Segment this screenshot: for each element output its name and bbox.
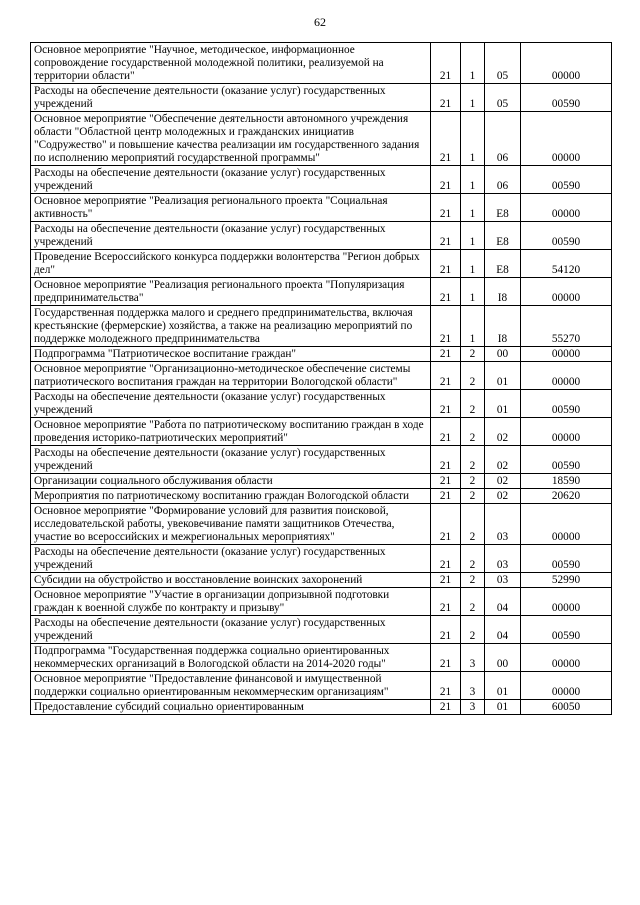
code-cell-1: 21 bbox=[431, 588, 461, 616]
code-cell-2: 2 bbox=[461, 418, 485, 446]
row-name-cell: Расходы на обеспечение деятельности (оказание услуг) государственных учреждений bbox=[31, 545, 431, 573]
code-cell-3: 01 bbox=[485, 390, 521, 418]
code-cell-4: 00000 bbox=[521, 278, 612, 306]
row-name-cell: Расходы на обеспечение деятельности (оказание услуг) государственных учреждений bbox=[31, 84, 431, 112]
table-row bbox=[31, 418, 612, 446]
code-cell-2: 1 bbox=[461, 166, 485, 194]
table-row bbox=[31, 278, 612, 306]
page-number: 62 bbox=[314, 15, 326, 29]
code-cell-1: 21 bbox=[431, 166, 461, 194]
code-cell-2: 2 bbox=[461, 616, 485, 644]
code-cell-1: 21 bbox=[431, 250, 461, 278]
code-cell-1: 21 bbox=[431, 390, 461, 418]
row-name-cell: Расходы на обеспечение деятельности (оказание услуг) государственных учреждений bbox=[31, 222, 431, 250]
table-row bbox=[31, 474, 612, 489]
row-name-cell: Подпрограмма "Государственная поддержка социально ориентированных некоммерческих организаций в Вологодской области на 2014-2020 годы" bbox=[31, 644, 431, 672]
code-cell-4: 00000 bbox=[521, 504, 612, 545]
row-name-cell: Основное мероприятие "Формирование условий для развития поисковой, исследовательской работы, увековечивание памяти защитников Отечества, участие во всероссийских и межрегиональных мероприятиях" bbox=[31, 504, 431, 545]
code-cell-4: 00590 bbox=[521, 545, 612, 573]
code-cell-3: I8 bbox=[485, 306, 521, 347]
code-cell-1: 21 bbox=[431, 278, 461, 306]
code-cell-4: 00590 bbox=[521, 446, 612, 474]
code-cell-3: 05 bbox=[485, 43, 521, 84]
code-cell-4: 00000 bbox=[521, 644, 612, 672]
code-cell-1: 21 bbox=[431, 222, 461, 250]
code-cell-1: 21 bbox=[431, 504, 461, 545]
code-cell-4: 00000 bbox=[521, 112, 612, 166]
code-cell-2: 1 bbox=[461, 250, 485, 278]
code-cell-1: 21 bbox=[431, 112, 461, 166]
table-row bbox=[31, 362, 612, 390]
code-cell-3: 02 bbox=[485, 489, 521, 504]
table-row bbox=[31, 504, 612, 545]
code-cell-3: 04 bbox=[485, 588, 521, 616]
row-name-cell: Расходы на обеспечение деятельности (оказание услуг) государственных учреждений bbox=[31, 616, 431, 644]
code-cell-2: 1 bbox=[461, 306, 485, 347]
code-cell-3: 05 bbox=[485, 84, 521, 112]
code-cell-2: 2 bbox=[461, 573, 485, 588]
code-cell-3: 01 bbox=[485, 362, 521, 390]
code-cell-4: 00590 bbox=[521, 222, 612, 250]
row-name-cell: Основное мероприятие "Предоставление финансовой и имущественной поддержки социально ориентированным некоммерческим организациям" bbox=[31, 672, 431, 700]
code-cell-3: 00 bbox=[485, 347, 521, 362]
code-cell-4: 00000 bbox=[521, 194, 612, 222]
row-name-cell: Расходы на обеспечение деятельности (оказание услуг) государственных учреждений bbox=[31, 446, 431, 474]
table-row bbox=[31, 644, 612, 672]
code-cell-3: 04 bbox=[485, 616, 521, 644]
row-name-cell: Основное мероприятие "Организационно-методическое обеспечение системы патриотического воспитания граждан на территории Вологодской области" bbox=[31, 362, 431, 390]
code-cell-3: 03 bbox=[485, 504, 521, 545]
code-cell-1: 21 bbox=[431, 474, 461, 489]
code-cell-2: 2 bbox=[461, 489, 485, 504]
table-row bbox=[31, 588, 612, 616]
row-name-cell: Основное мероприятие "Реализация регионального проекта "Социальная активность" bbox=[31, 194, 431, 222]
code-cell-1: 21 bbox=[431, 573, 461, 588]
code-cell-3: 00 bbox=[485, 644, 521, 672]
code-cell-4: 00000 bbox=[521, 347, 612, 362]
code-cell-1: 21 bbox=[431, 446, 461, 474]
row-name-cell: Проведение Всероссийского конкурса поддержки волонтерства "Регион добрых дел" bbox=[31, 250, 431, 278]
code-cell-1: 21 bbox=[431, 362, 461, 390]
row-name-cell: Основное мероприятие "Обеспечение деятельности автономного учреждения области "Областной центр молодежных и гражданских инициатив "Содружество" и повышение качества реализации им государственного задания по исполнению мероприятий государственной программы" bbox=[31, 112, 431, 166]
code-cell-2: 2 bbox=[461, 347, 485, 362]
code-cell-2: 2 bbox=[461, 504, 485, 545]
code-cell-3: E8 bbox=[485, 222, 521, 250]
code-cell-1: 21 bbox=[431, 616, 461, 644]
code-cell-3: 03 bbox=[485, 573, 521, 588]
row-name-cell: Подпрограмма "Патриотическое воспитание граждан" bbox=[31, 347, 431, 362]
code-cell-4: 00000 bbox=[521, 362, 612, 390]
code-cell-4: 00000 bbox=[521, 43, 612, 84]
code-cell-3: 02 bbox=[485, 474, 521, 489]
code-cell-1: 21 bbox=[431, 489, 461, 504]
code-cell-3: E8 bbox=[485, 194, 521, 222]
row-name-cell: Мероприятия по патриотическому воспитанию граждан Вологодской области bbox=[31, 489, 431, 504]
code-cell-1: 21 bbox=[431, 84, 461, 112]
table-row bbox=[31, 390, 612, 418]
table-row bbox=[31, 700, 612, 715]
table-row bbox=[31, 166, 612, 194]
code-cell-2: 3 bbox=[461, 700, 485, 715]
code-cell-4: 20620 bbox=[521, 489, 612, 504]
code-cell-1: 21 bbox=[431, 672, 461, 700]
code-cell-4: 18590 bbox=[521, 474, 612, 489]
code-cell-4: 60050 bbox=[521, 700, 612, 715]
table-row bbox=[31, 222, 612, 250]
code-cell-1: 21 bbox=[431, 43, 461, 84]
code-cell-3: 06 bbox=[485, 112, 521, 166]
code-cell-1: 21 bbox=[431, 418, 461, 446]
code-cell-2: 1 bbox=[461, 43, 485, 84]
code-cell-2: 1 bbox=[461, 194, 485, 222]
row-name-cell: Государственная поддержка малого и среднего предпринимательства, включая крестьянские (фермерские) хозяйства, а также на реализацию мероприятий по поддержке молодежного предпринимательства bbox=[31, 306, 431, 347]
code-cell-4: 00590 bbox=[521, 616, 612, 644]
row-name-cell: Основное мероприятие "Научное, методическое, информационное сопровождение государственной молодежной политики, реализуемой на территории области" bbox=[31, 43, 431, 84]
table-row bbox=[31, 672, 612, 700]
table-row bbox=[31, 84, 612, 112]
code-cell-2: 1 bbox=[461, 278, 485, 306]
code-cell-1: 21 bbox=[431, 347, 461, 362]
code-cell-2: 2 bbox=[461, 474, 485, 489]
row-name-cell: Организации социального обслуживания области bbox=[31, 474, 431, 489]
code-cell-4: 00590 bbox=[521, 84, 612, 112]
code-cell-3: E8 bbox=[485, 250, 521, 278]
code-cell-2: 1 bbox=[461, 112, 485, 166]
table-row bbox=[31, 446, 612, 474]
code-cell-1: 21 bbox=[431, 545, 461, 573]
table-row bbox=[31, 250, 612, 278]
row-name-cell: Расходы на обеспечение деятельности (оказание услуг) государственных учреждений bbox=[31, 390, 431, 418]
code-cell-3: 01 bbox=[485, 672, 521, 700]
row-name-cell: Основное мероприятие "Реализация регионального проекта "Популяризация предпринимательства" bbox=[31, 278, 431, 306]
code-cell-2: 2 bbox=[461, 390, 485, 418]
code-cell-3: 06 bbox=[485, 166, 521, 194]
budget-table bbox=[30, 42, 612, 715]
row-name-cell: Расходы на обеспечение деятельности (оказание услуг) государственных учреждений bbox=[31, 166, 431, 194]
row-name-cell: Субсидии на обустройство и восстановление воинских захоронений bbox=[31, 573, 431, 588]
code-cell-4: 00000 bbox=[521, 418, 612, 446]
code-cell-2: 2 bbox=[461, 362, 485, 390]
row-name-cell: Основное мероприятие "Участие в организации допризывной подготовки граждан к военной службе по контракту и призыву" bbox=[31, 588, 431, 616]
row-name-cell: Основное мероприятие "Работа по патриотическому воспитанию граждан в ходе проведения историко-патриотических мероприятий" bbox=[31, 418, 431, 446]
code-cell-2: 3 bbox=[461, 672, 485, 700]
table-row bbox=[31, 112, 612, 166]
code-cell-4: 54120 bbox=[521, 250, 612, 278]
code-cell-4: 00000 bbox=[521, 588, 612, 616]
table-row bbox=[31, 545, 612, 573]
table-row bbox=[31, 194, 612, 222]
code-cell-3: 02 bbox=[485, 418, 521, 446]
row-name-cell: Предоставление субсидий социально ориентированным bbox=[31, 700, 431, 715]
code-cell-1: 21 bbox=[431, 644, 461, 672]
code-cell-4: 55270 bbox=[521, 306, 612, 347]
code-cell-1: 21 bbox=[431, 194, 461, 222]
table-row bbox=[31, 347, 612, 362]
code-cell-3: 01 bbox=[485, 700, 521, 715]
code-cell-2: 1 bbox=[461, 84, 485, 112]
code-cell-2: 2 bbox=[461, 588, 485, 616]
code-cell-4: 00590 bbox=[521, 390, 612, 418]
code-cell-2: 3 bbox=[461, 644, 485, 672]
code-cell-2: 1 bbox=[461, 222, 485, 250]
table-row bbox=[31, 573, 612, 588]
table-row bbox=[31, 489, 612, 504]
table-row bbox=[31, 43, 612, 84]
code-cell-2: 2 bbox=[461, 446, 485, 474]
table-row bbox=[31, 306, 612, 347]
code-cell-1: 21 bbox=[431, 700, 461, 715]
code-cell-3: 03 bbox=[485, 545, 521, 573]
code-cell-3: 02 bbox=[485, 446, 521, 474]
code-cell-4: 00590 bbox=[521, 166, 612, 194]
code-cell-4: 00000 bbox=[521, 672, 612, 700]
code-cell-2: 2 bbox=[461, 545, 485, 573]
code-cell-3: I8 bbox=[485, 278, 521, 306]
code-cell-4: 52990 bbox=[521, 573, 612, 588]
table-row bbox=[31, 616, 612, 644]
code-cell-1: 21 bbox=[431, 306, 461, 347]
